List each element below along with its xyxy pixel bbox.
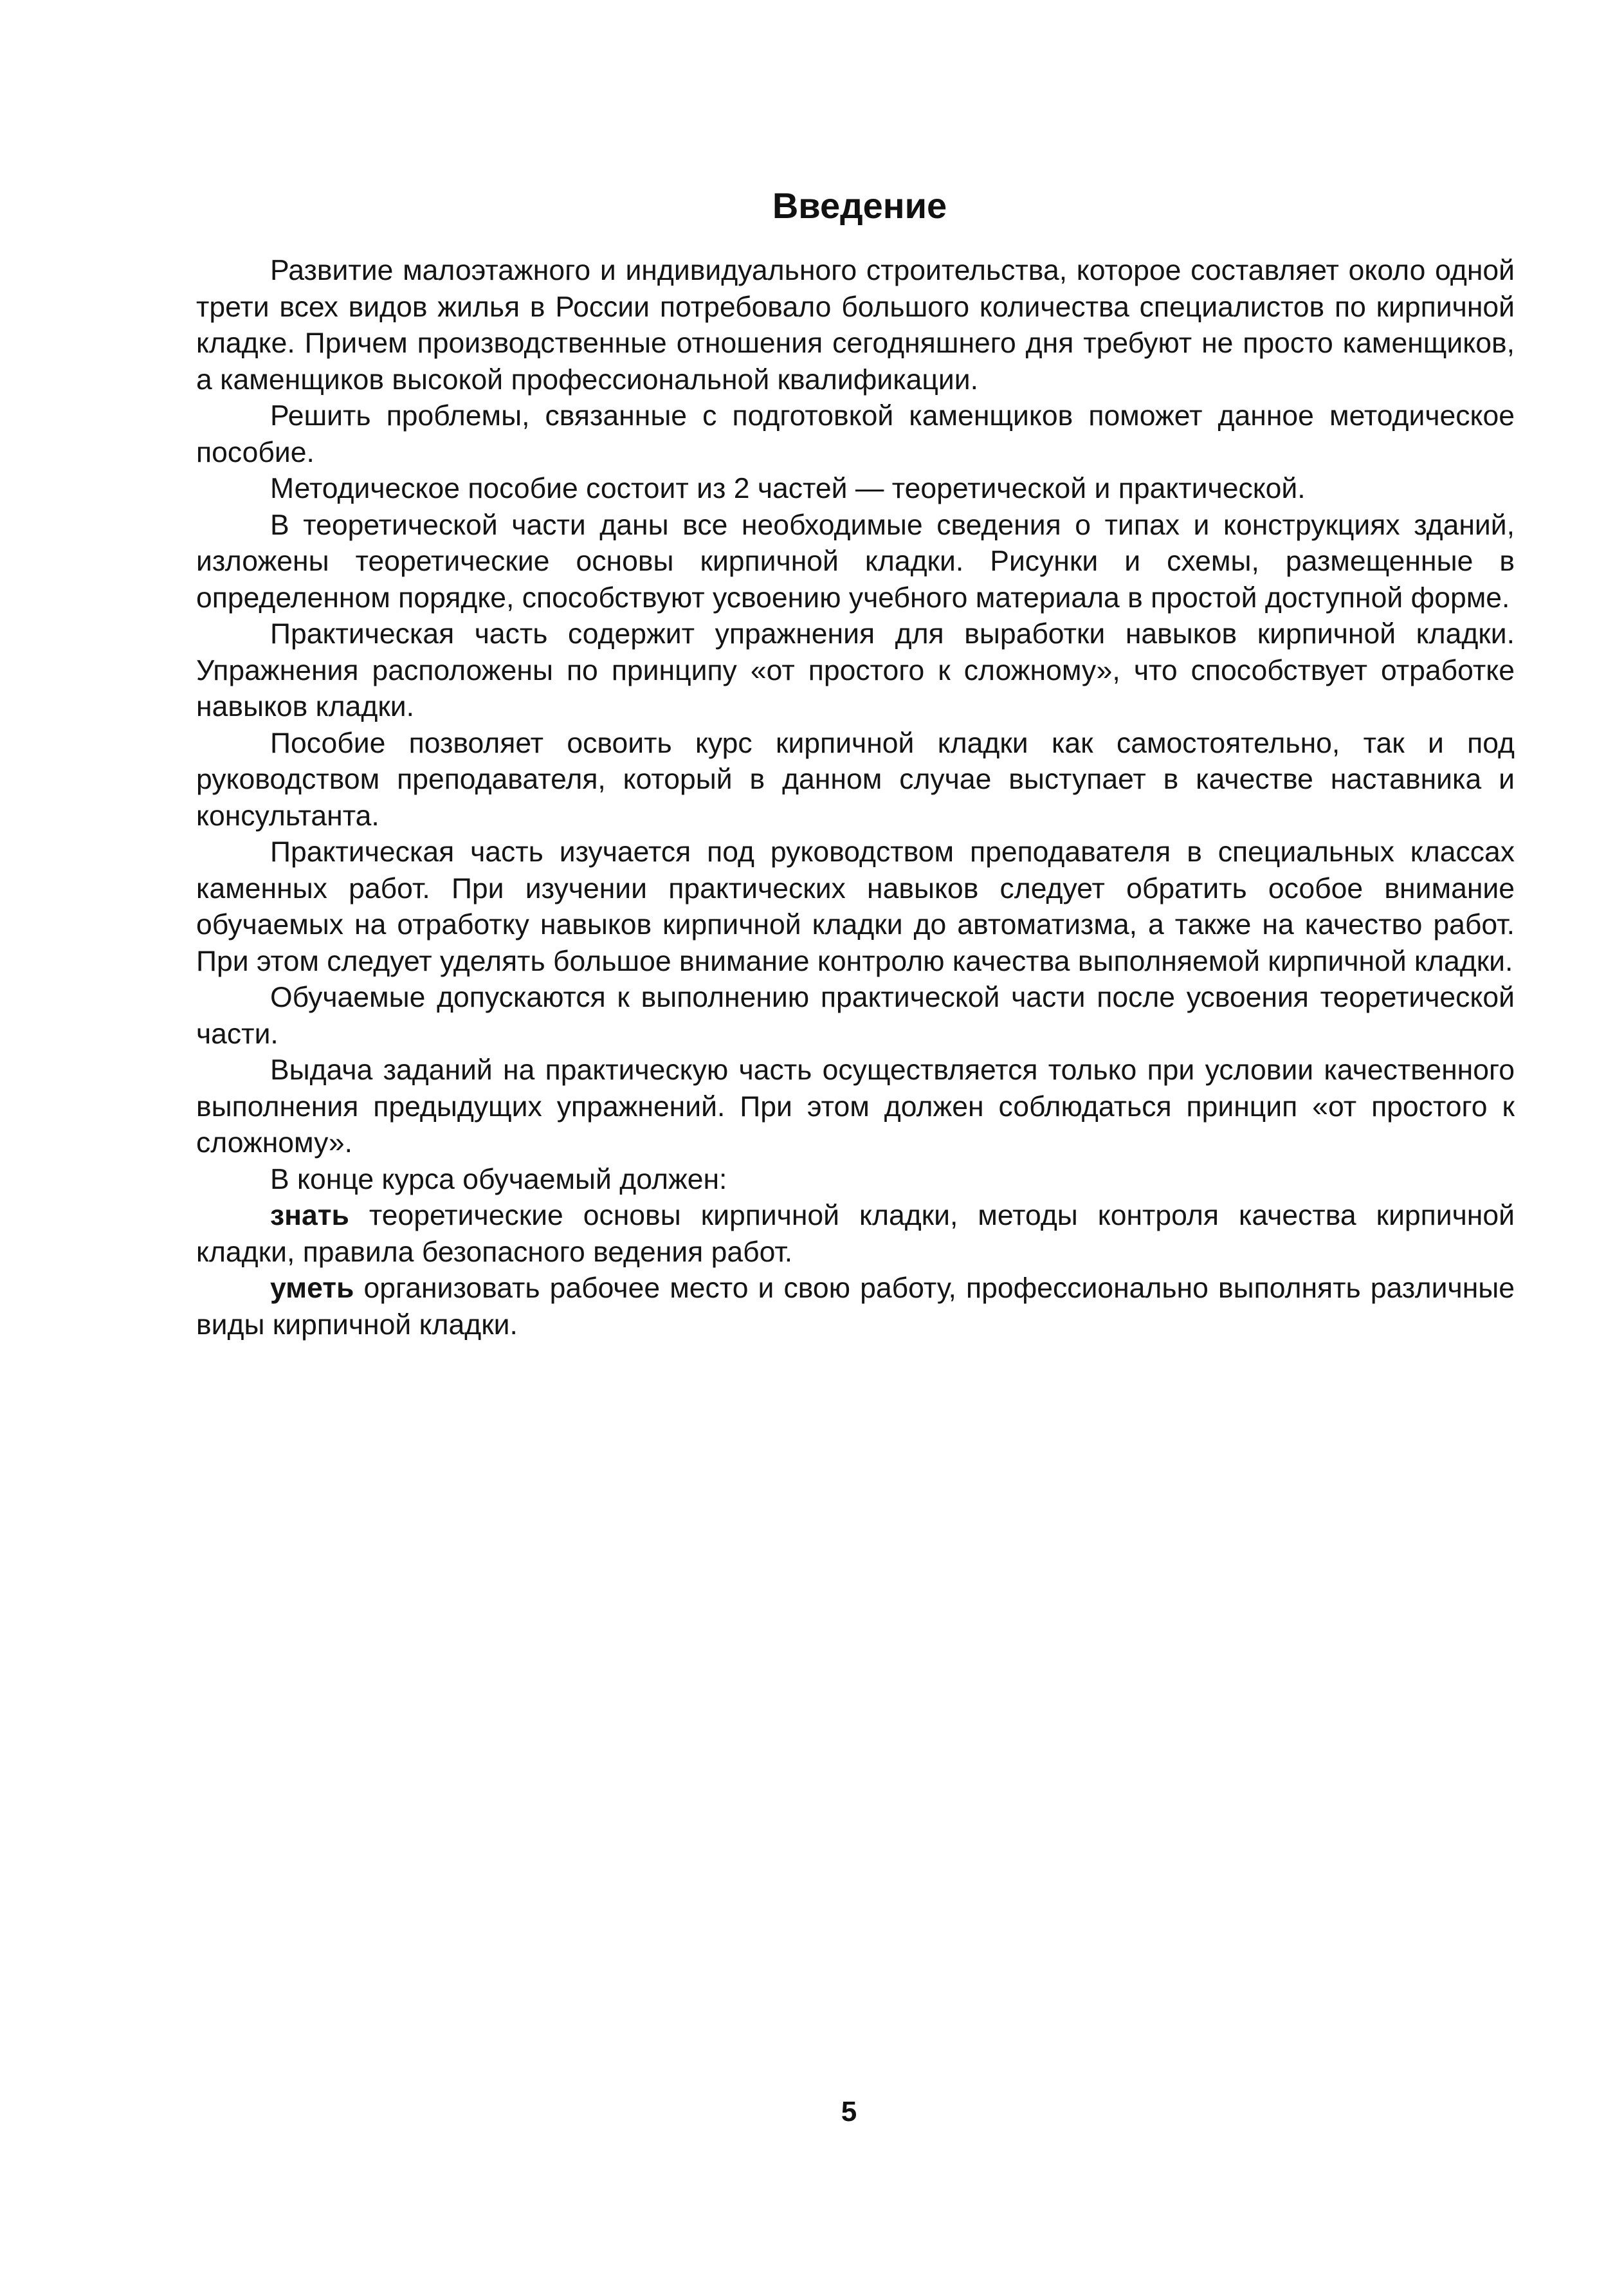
page-number: 5 [841, 2096, 857, 2127]
body-text [196, 253, 1515, 1343]
paragraph: В теоретической части даны все необходимые сведения о типах и конструкциях зданий, изложены теоретические основы кирпичной кладки. Рисунки и схемы, размещенные в определенном порядке, способствуют усвоению учебного материала в простой доступной форме. [196, 509, 1515, 614]
paragraph: Решить проблемы, связанные с подготовкой каменщиков поможет данное методическое пособие. [196, 400, 1515, 468]
paragraph: Развитие малоэтажного и индивидуального строительства, которое составляет около одной трети всех видов жилья в России потребовало большого количества специалистов по кирпичной кладке. Причем производственные отношения сегодняшнего дня требуют не просто каменщиков, а каменщиков высокой профессиональной квалификации. [196, 255, 1515, 396]
paragraph: Практическая часть содержит упражнения для выработки навыков кирпичной кладки. Упражнения расположены по принципу «от простого к сложному», что способствует отработке навыков кладки. [196, 618, 1515, 722]
know-term: знать [270, 1200, 349, 1231]
paragraph: Обучаемые допускаются к выполнению практической части после усвоения теоретической части. [196, 982, 1515, 1050]
paragraph: Пособие позволяет освоить курс кирпичной кладки как самостоятельно, так и под руководством преподавателя, который в данном случае выступает в качестве наставника и консультанта. [196, 727, 1515, 832]
paragraph: Методическое пособие состоит из 2 частей — теоретической и практической. [270, 473, 1306, 504]
know-paragraph [196, 1198, 1515, 1271]
can-text: организовать рабочее место и свою работу, профессионально выполнять различные виды кирпичной кладки. [196, 1272, 1515, 1341]
paragraph: Выдача заданий на практическую часть осуществляется только при условии качественного выполнения предыдущих упражнений. При этом должен соблюдаться принцип «от простого к сложному». [196, 1054, 1515, 1159]
page-title: Введение [772, 185, 947, 226]
know-text: теоретические основы кирпичной кладки, методы контроля качества кирпичной кладки, правила безопасного ведения работ. [196, 1200, 1515, 1268]
can-term: уметь [270, 1272, 354, 1304]
paragraph: Практическая часть изучается под руководством преподавателя в специальных классах каменных работ. При изучении практических навыков следует обратить особое внимание обучаемых на отработку навыков кирпичной кладки до автоматизма, а также на качество работ. При этом следует уделять большое внимание контролю качества выполняемой кирпичной кладки. [196, 836, 1515, 977]
can-paragraph [196, 1271, 1515, 1343]
paragraph: В конце курса обучаемый должен: [270, 1163, 727, 1195]
